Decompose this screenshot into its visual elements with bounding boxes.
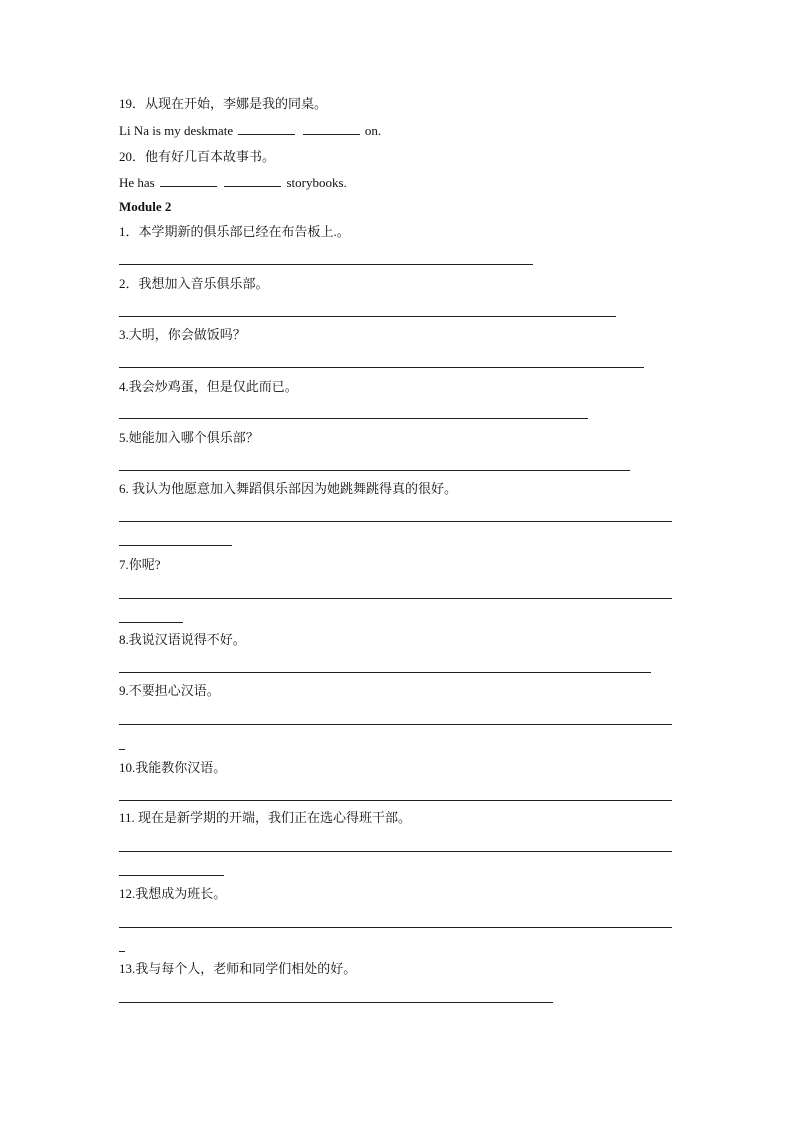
- q20-english-start: He has: [119, 175, 155, 190]
- q19-blank-1[interactable]: [238, 123, 295, 135]
- q20-chinese: 20．他有好几百本故事书。: [119, 149, 276, 164]
- q19-blank-2[interactable]: [303, 123, 360, 135]
- item-3: 3.大明，你会做饭吗？: [119, 327, 246, 342]
- q20-english-end: storybooks.: [286, 175, 347, 190]
- q19-english: [119, 123, 381, 139]
- answer-line-3[interactable]: [119, 367, 644, 368]
- q19-english-start: Li Na is my deskmate: [119, 123, 234, 138]
- item-13: 13.我与每个人，老师和同学们相处的好。: [119, 961, 357, 976]
- answer-line-9b[interactable]: [119, 749, 125, 750]
- answer-line-7a[interactable]: [119, 598, 672, 599]
- item-10: 10.我能教你汉语。: [119, 760, 227, 775]
- answer-line-12a[interactable]: [119, 927, 672, 928]
- answer-line-4[interactable]: [119, 418, 588, 419]
- module-title: Module 2: [119, 199, 172, 214]
- answer-line-11b[interactable]: [119, 875, 224, 876]
- q20-blank-1[interactable]: [160, 175, 217, 187]
- answer-line-9a[interactable]: [119, 724, 672, 725]
- answer-line-6b[interactable]: [119, 545, 232, 546]
- answer-line-8[interactable]: [119, 672, 651, 673]
- answer-line-2[interactable]: [119, 316, 616, 317]
- answer-line-13[interactable]: [119, 1002, 553, 1003]
- answer-line-7b[interactable]: [119, 622, 183, 623]
- answer-line-11a[interactable]: [119, 851, 672, 852]
- item-6: 6. 我认为他愿意加入舞蹈俱乐部因为她跳舞跳得真的很好。: [119, 481, 458, 496]
- item-8: 8.我说汉语说得不好。: [119, 632, 246, 647]
- item-12: 12.我想成为班长。: [119, 886, 227, 901]
- item-1: 1．本学期新的俱乐部已经在布告板上.。: [119, 224, 350, 239]
- item-2: 2．我想加入音乐俱乐部。: [119, 276, 269, 291]
- item-7: 7.你呢?: [119, 557, 161, 572]
- q20-english: [119, 175, 347, 191]
- q20-blank-2[interactable]: [224, 175, 281, 187]
- item-4: 4.我会炒鸡蛋，但是仅此而已。: [119, 379, 298, 394]
- answer-line-1[interactable]: [119, 264, 533, 265]
- q19-chinese: 19．从现在开始，李娜是我的同桌。: [119, 96, 328, 111]
- answer-line-5[interactable]: [119, 470, 630, 471]
- item-11: 11. 现在是新学期的开端，我们正在选心得班干部。: [119, 810, 412, 825]
- item-9: 9.不要担心汉语。: [119, 683, 220, 698]
- item-5: 5.她能加入哪个俱乐部？: [119, 430, 259, 445]
- answer-line-10[interactable]: [119, 800, 672, 801]
- q19-english-end: on.: [364, 123, 382, 138]
- answer-line-12b[interactable]: [119, 951, 125, 952]
- answer-line-6a[interactable]: [119, 521, 672, 522]
